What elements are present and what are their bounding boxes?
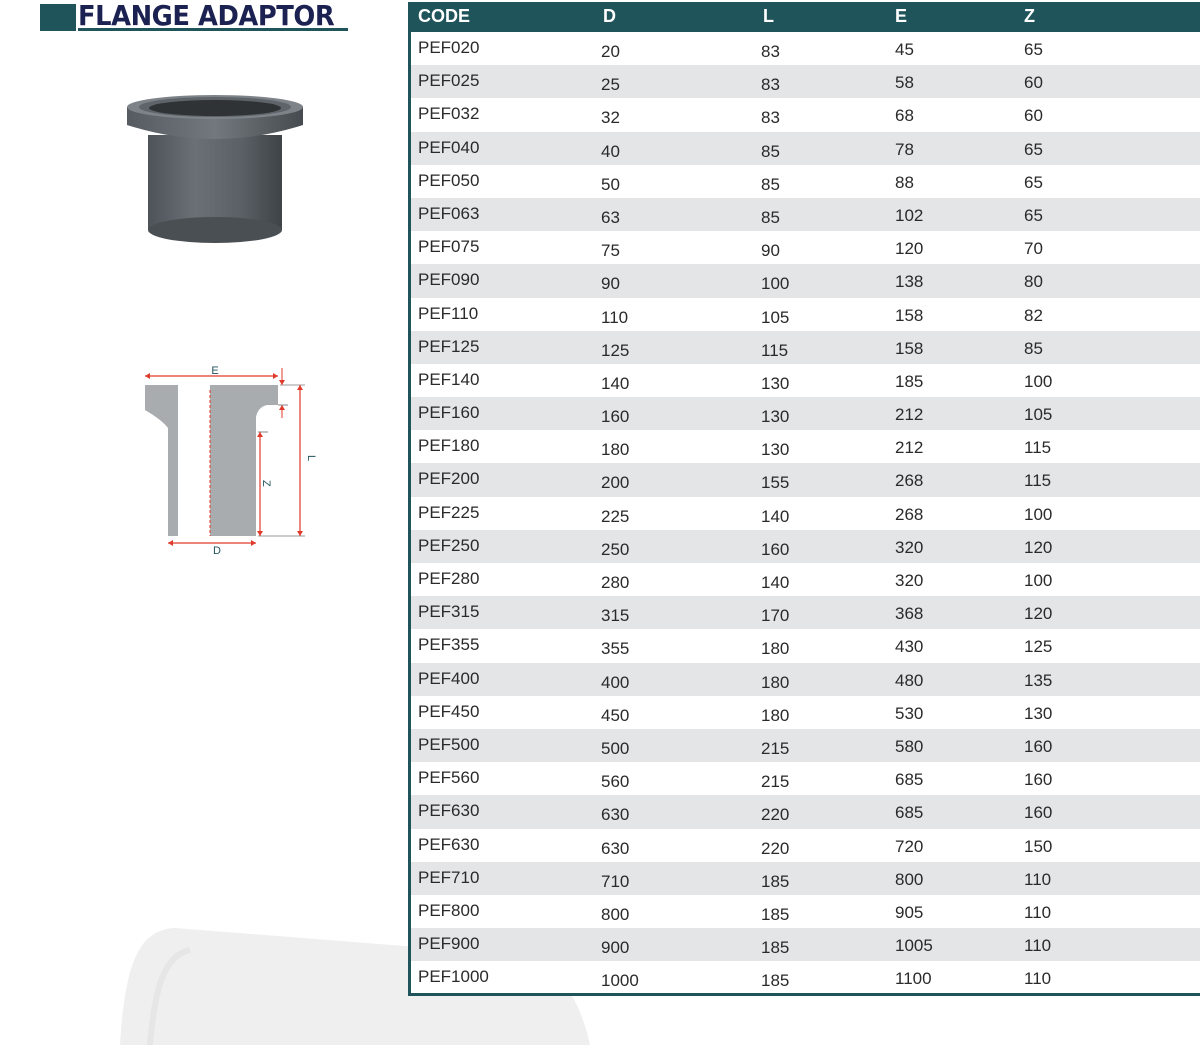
cell-l: 105 [761,307,790,327]
cell-l: 215 [761,772,790,792]
cell-l: 100 [761,274,790,294]
cell-e: 102 [895,205,924,225]
cell-l: 83 [761,42,780,61]
cell-z: 70 [1024,239,1043,259]
cell-d: 32 [601,108,620,128]
cell-d: 560 [601,772,630,792]
cell-code: PEF250 [418,535,480,555]
cell-code: PEF180 [418,436,480,456]
cell-code: PEF090 [418,270,480,290]
cell-l: 83 [761,75,780,95]
cell-z: 80 [1024,272,1043,292]
cell-d: 110 [601,307,629,327]
cell-e: 185 [895,371,924,391]
table-row [411,729,1200,762]
table-row [411,463,1200,496]
diagram-label-e: E [211,365,219,377]
cell-l: 215 [761,738,790,758]
cell-code: PEF032 [418,104,480,124]
cell-l: 115 [761,340,789,360]
table-row [411,895,1200,928]
cell-d: 1000 [601,971,639,991]
cell-z: 85 [1024,338,1043,358]
cell-l: 140 [761,573,790,592]
cell-e: 905 [895,902,924,922]
diagram-label-d: D [213,545,221,557]
cell-code: PEF200 [418,469,480,489]
cell-e: 88 [895,172,914,192]
cell-code: PEF630 [418,834,480,854]
cell-d: 355 [601,639,630,659]
cell-l: 155 [761,473,790,493]
cell-e: 580 [895,736,924,756]
table-row [411,132,1200,165]
cell-e: 800 [895,869,924,889]
cell-d: 40 [601,141,620,161]
cell-l: 180 [761,705,790,725]
cell-e: 138 [895,272,924,292]
cell-e: 268 [895,471,924,491]
cell-z: 115 [1024,471,1052,491]
cell-e: 685 [895,803,924,823]
table-row [411,298,1200,331]
table-row [411,264,1200,297]
cell-code: PEF050 [418,170,480,190]
table-row [411,331,1200,364]
table-row [411,928,1200,961]
cell-e: 158 [895,338,924,358]
page-title: FLANGE ADAPTOR [78,0,335,32]
column-header-e: E [895,6,908,26]
cell-code: PEF280 [418,569,480,588]
cell-code: PEF040 [418,137,480,157]
cell-e: 1005 [895,936,933,956]
cell-d: 180 [601,440,630,460]
cell-z: 65 [1024,205,1043,225]
cell-e: 212 [895,438,924,458]
table-row [411,596,1200,629]
cell-l: 220 [761,838,790,858]
cell-z: 65 [1024,40,1043,59]
cell-e: 78 [895,139,914,159]
table-row [411,397,1200,430]
cell-d: 200 [601,473,630,493]
cell-e: 212 [895,405,924,425]
cell-code: PEF1000 [418,967,489,987]
cell-code: PEF075 [418,237,480,257]
cell-e: 720 [895,836,924,856]
cell-z: 150 [1024,836,1053,856]
cell-z: 110 [1024,969,1052,989]
dimension-diagram [140,360,320,560]
cell-z: 160 [1024,803,1053,823]
cell-d: 630 [601,838,630,858]
column-header-code: CODE [418,6,471,26]
cell-code: PEF800 [418,900,480,920]
cell-z: 125 [1024,637,1053,657]
cell-d: 315 [601,606,630,626]
table-body [411,32,1200,994]
cell-l: 185 [761,971,790,991]
cell-d: 250 [601,539,630,559]
cell-l: 170 [761,606,790,626]
cell-l: 180 [761,639,790,659]
cell-l: 130 [761,373,790,393]
cell-code: PEF063 [418,203,480,223]
table-row [411,32,1200,65]
table-row [411,762,1200,795]
table-row [411,364,1200,397]
cell-l: 85 [761,141,780,161]
cell-code: PEF900 [418,934,480,954]
cell-code: PEF315 [418,602,480,622]
cell-z: 110 [1024,936,1052,956]
table-row [411,563,1200,596]
cell-code: PEF710 [418,867,480,887]
cell-e: 368 [895,604,924,624]
cell-d: 125 [601,340,630,360]
cell-z: 100 [1024,571,1053,590]
cell-z: 65 [1024,139,1043,159]
cell-z: 120 [1024,537,1053,557]
cell-code: PEF355 [418,635,480,655]
table-row [411,65,1200,98]
cell-e: 430 [895,637,924,657]
cell-code: PEF020 [418,38,480,57]
cell-z: 65 [1024,172,1043,192]
table-row [411,497,1200,530]
cell-l: 160 [761,539,790,559]
cell-code: PEF400 [418,668,480,688]
cell-z: 100 [1024,504,1053,524]
cell-code: PEF450 [418,701,480,721]
cell-e: 68 [895,106,914,126]
table-row [411,829,1200,862]
table-row [411,231,1200,264]
cell-z: 160 [1024,736,1053,756]
cell-code: PEF160 [418,403,480,423]
cell-e: 1100 [895,969,932,989]
cell-d: 630 [601,805,630,825]
cell-z: 110 [1024,869,1052,889]
cell-d: 280 [601,573,630,592]
cell-d: 225 [601,506,630,526]
cell-l: 130 [761,440,790,460]
cell-d: 500 [601,738,630,758]
cell-e: 58 [895,73,914,93]
table-row [411,98,1200,131]
cell-z: 105 [1024,405,1053,425]
cell-l: 220 [761,805,790,825]
cell-e: 158 [895,305,924,325]
table-row [411,165,1200,198]
cell-d: 400 [601,672,630,692]
cell-z: 60 [1024,73,1043,93]
cell-l: 185 [761,938,790,958]
cell-l: 85 [761,174,780,194]
cell-d: 90 [601,274,620,294]
cell-code: PEF140 [418,369,480,389]
cell-l: 140 [761,506,790,526]
cell-z: 60 [1024,106,1043,126]
cell-z: 115 [1024,438,1052,458]
cell-code: PEF560 [418,768,480,788]
cell-l: 90 [761,241,780,261]
table-row [411,198,1200,231]
table-row [411,795,1200,828]
cell-l: 85 [761,207,780,227]
diagram-label-l: L [305,455,317,462]
column-header-d: D [603,6,616,26]
table-row [411,663,1200,696]
diagram-label-z: Z [260,480,272,487]
cell-code: PEF225 [418,502,480,522]
cell-l: 130 [761,407,790,427]
cell-d: 75 [601,241,620,261]
cell-d: 140 [601,373,630,393]
cell-l: 180 [761,672,790,692]
cell-e: 268 [895,504,924,524]
table-row [411,430,1200,463]
cell-e: 320 [895,537,924,557]
flange-adaptor-product-image [120,95,310,255]
cell-e: 685 [895,770,924,790]
cell-z: 120 [1024,604,1053,624]
cell-d: 63 [601,207,620,227]
title-accent-block [40,4,76,31]
cell-z: 82 [1024,305,1043,325]
table-row [411,696,1200,729]
table-row [411,530,1200,563]
cell-z: 135 [1024,670,1053,690]
column-header-l: L [763,6,774,26]
table-row [411,862,1200,895]
cell-code: PEF630 [418,801,480,821]
cell-e: 320 [895,571,924,590]
table-row [411,961,1200,994]
cell-z: 130 [1024,703,1053,723]
cell-d: 160 [601,407,630,427]
cell-code: PEF025 [418,71,480,91]
cell-d: 20 [601,42,620,61]
cell-d: 25 [601,75,620,95]
cell-z: 160 [1024,770,1053,790]
cell-l: 83 [761,108,780,128]
table-header [408,2,1200,32]
cell-d: 900 [601,938,630,958]
column-header-z: Z [1024,6,1035,26]
cell-d: 450 [601,705,630,725]
cell-e: 480 [895,670,924,690]
cell-e: 120 [895,239,924,259]
cell-l: 185 [761,871,790,891]
cell-d: 800 [601,904,630,924]
cell-d: 710 [601,871,630,891]
cell-z: 100 [1024,371,1053,391]
cell-d: 50 [601,174,620,194]
dimensions-table [408,2,1200,996]
cell-e: 530 [895,703,924,723]
table-row [411,629,1200,662]
cell-code: PEF125 [418,336,480,356]
cell-code: PEF500 [418,734,480,754]
cell-l: 185 [761,904,790,924]
cell-code: PEF110 [418,303,479,323]
cell-e: 45 [895,40,914,59]
cell-z: 110 [1024,902,1052,922]
